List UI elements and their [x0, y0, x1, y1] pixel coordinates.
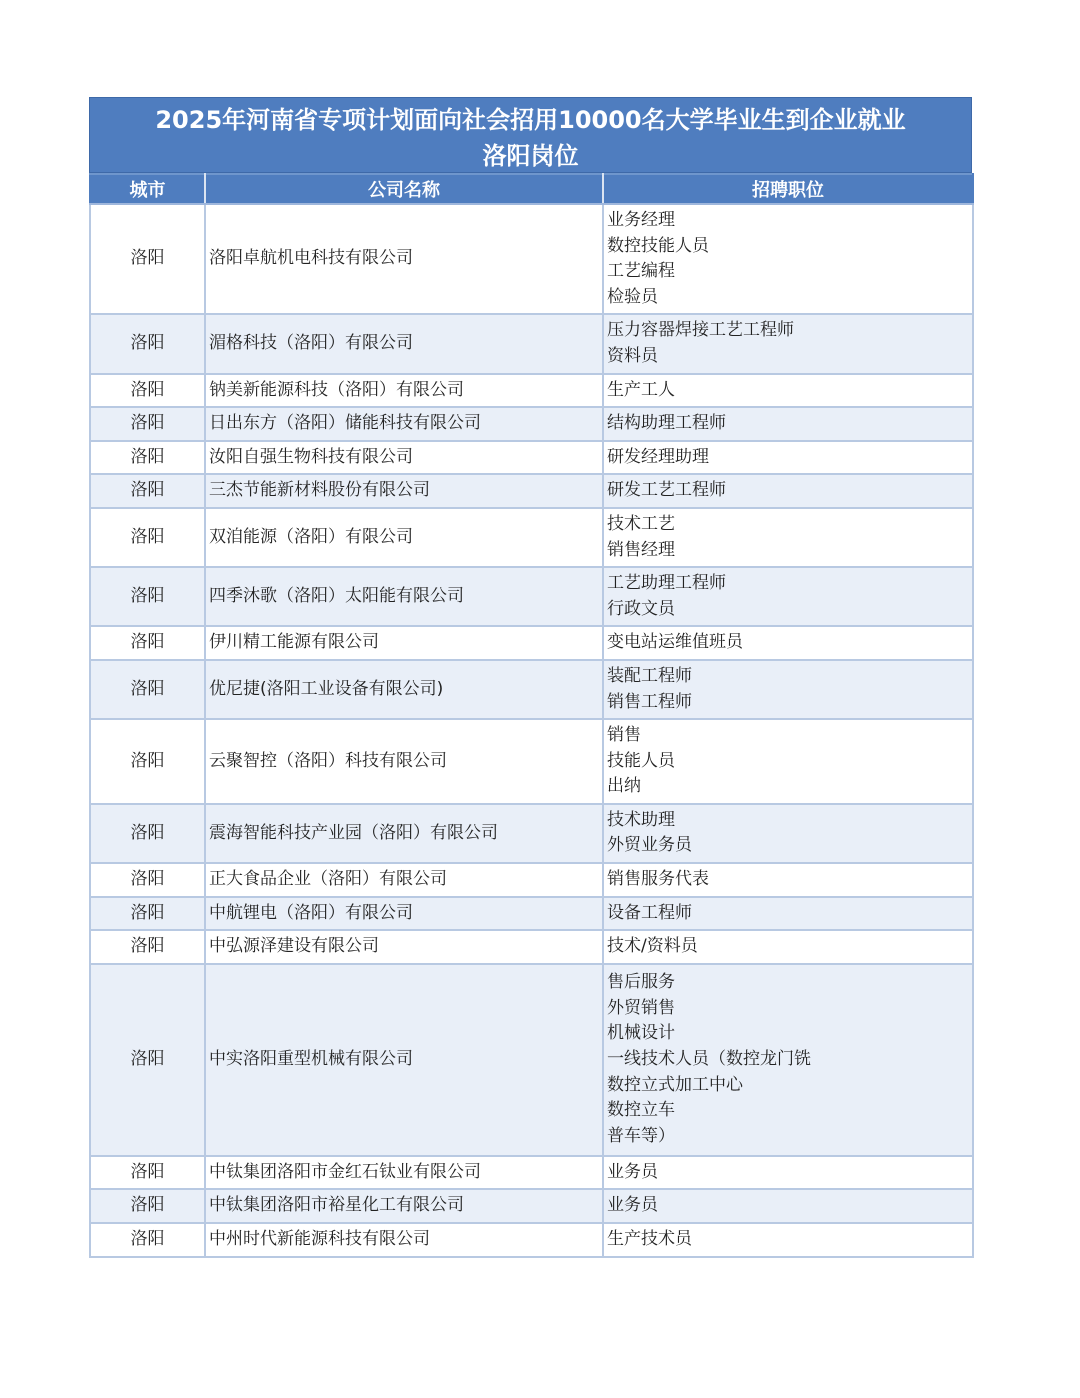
- cell-jobs: [603, 1189, 973, 1223]
- cell-jobs: [603, 204, 973, 314]
- header-city: 城市: [90, 174, 205, 204]
- cell-company: 中钛集团洛阳市裕星化工有限公司: [205, 1189, 603, 1223]
- cell-jobs: [603, 1156, 973, 1190]
- table-row: [90, 314, 973, 373]
- cell-jobs: [603, 964, 973, 1156]
- cell-company: 正大食品企业（洛阳）有限公司: [205, 863, 603, 897]
- job-table: [89, 173, 974, 1258]
- cell-company: 伊川精工能源有限公司: [205, 626, 603, 660]
- cell-city: 洛阳: [90, 719, 205, 804]
- cell-city: 洛阳: [90, 930, 205, 964]
- cell-city: 洛阳: [90, 407, 205, 441]
- table-body: [90, 204, 973, 1257]
- job-title: 数控立式加工中心: [607, 1074, 743, 1095]
- job-title: 机械设计: [607, 1023, 675, 1044]
- job-title: 销售经理: [607, 539, 675, 560]
- cell-company: 震海智能科技产业园（洛阳）有限公司: [205, 804, 603, 863]
- table-row: [90, 1189, 973, 1223]
- cell-jobs: [603, 897, 973, 931]
- cell-company: 钠美新能源科技（洛阳）有限公司: [205, 374, 603, 408]
- cell-company: 中州时代新能源科技有限公司: [205, 1223, 603, 1257]
- cell-company: 三杰节能新材料股份有限公司: [205, 474, 603, 508]
- cell-city: 洛阳: [90, 626, 205, 660]
- job-title: 销售服务代表: [607, 869, 709, 890]
- cell-city: 洛阳: [90, 863, 205, 897]
- job-title: 压力容器焊接工艺工程师: [607, 320, 794, 341]
- job-title: 结构助理工程师: [607, 413, 726, 434]
- table-row: [90, 204, 973, 314]
- cell-company: 中钛集团洛阳市金红石钛业有限公司: [205, 1156, 603, 1190]
- job-title: 数控技能人员: [607, 235, 709, 256]
- table-row: [90, 964, 973, 1156]
- job-title: 技术工艺: [607, 513, 675, 534]
- table-title-line-2: 洛阳岗位: [482, 142, 579, 170]
- job-title: 检验员: [607, 286, 658, 307]
- table-row: [90, 474, 973, 508]
- cell-jobs: [603, 314, 973, 373]
- job-title: 普车等）: [607, 1125, 675, 1146]
- cell-company: 四季沐歌（洛阳）太阳能有限公司: [205, 567, 603, 626]
- job-title: 售后服务: [607, 972, 675, 993]
- table-row: [90, 930, 973, 964]
- cell-company: 双洎能源（洛阳）有限公司: [205, 508, 603, 567]
- job-title: 外贸业务员: [607, 835, 692, 856]
- table-row: [90, 441, 973, 475]
- cell-company: 洛阳卓航机电科技有限公司: [205, 204, 603, 314]
- cell-city: 洛阳: [90, 660, 205, 719]
- job-title: 生产技术员: [607, 1229, 692, 1250]
- table-row: [90, 407, 973, 441]
- job-title: 技术/资料员: [607, 936, 698, 957]
- cell-jobs: [603, 474, 973, 508]
- table-row: [90, 1156, 973, 1190]
- cell-jobs: [603, 863, 973, 897]
- cell-jobs: [603, 407, 973, 441]
- cell-company: 中弘源泽建设有限公司: [205, 930, 603, 964]
- cell-city: 洛阳: [90, 964, 205, 1156]
- table-row: [90, 660, 973, 719]
- job-title: 生产工人: [607, 379, 675, 400]
- cell-company: 日出东方（洛阳）储能科技有限公司: [205, 407, 603, 441]
- cell-city: 洛阳: [90, 374, 205, 408]
- cell-city: 洛阳: [90, 508, 205, 567]
- table-header-row: [90, 174, 973, 204]
- job-title: 研发经理助理: [607, 446, 709, 467]
- cell-city: 洛阳: [90, 804, 205, 863]
- job-title: 销售工程师: [607, 691, 692, 712]
- job-title: 工艺编程: [607, 261, 675, 282]
- job-title: 业务员: [607, 1161, 658, 1182]
- cell-jobs: [603, 508, 973, 567]
- table-row: [90, 1223, 973, 1257]
- cell-jobs: [603, 567, 973, 626]
- cell-city: 洛阳: [90, 441, 205, 475]
- cell-jobs: [603, 441, 973, 475]
- cell-jobs: [603, 1223, 973, 1257]
- cell-company: 中航锂电（洛阳）有限公司: [205, 897, 603, 931]
- cell-city: 洛阳: [90, 314, 205, 373]
- job-table-sheet: [89, 97, 972, 1258]
- job-title: 资料员: [607, 345, 658, 366]
- header-company: 公司名称: [205, 174, 603, 204]
- job-title: 行政文员: [607, 598, 675, 619]
- table-row: [90, 567, 973, 626]
- table-row: [90, 508, 973, 567]
- cell-jobs: [603, 374, 973, 408]
- table-row: [90, 719, 973, 804]
- job-title: 技能人员: [607, 750, 675, 771]
- job-title: 业务经理: [607, 210, 675, 230]
- table-row: [90, 863, 973, 897]
- cell-city: 洛阳: [90, 474, 205, 508]
- cell-company: 汝阳自强生物科技有限公司: [205, 441, 603, 475]
- job-title: 设备工程师: [607, 902, 692, 923]
- table-title-banner: [89, 97, 972, 173]
- table-row: [90, 374, 973, 408]
- cell-city: 洛阳: [90, 897, 205, 931]
- cell-jobs: [603, 719, 973, 804]
- cell-jobs: [603, 930, 973, 964]
- job-title: 装配工程师: [607, 665, 692, 686]
- table-row: [90, 804, 973, 863]
- header-jobs: 招聘职位: [603, 174, 973, 204]
- cell-company: 湄格科技（洛阳）有限公司: [205, 314, 603, 373]
- cell-city: 洛阳: [90, 1223, 205, 1257]
- cell-city: 洛阳: [90, 204, 205, 314]
- table-title-line-1: 2025年河南省专项计划面向社会招用10000名大学毕业生到企业就业: [155, 106, 906, 134]
- job-title: 研发工艺工程师: [607, 480, 726, 501]
- job-title: 外贸销售: [607, 997, 675, 1018]
- cell-city: 洛阳: [90, 1189, 205, 1223]
- cell-city: 洛阳: [90, 567, 205, 626]
- job-title: 数控立车: [607, 1100, 675, 1121]
- cell-company: 云聚智控（洛阳）科技有限公司: [205, 719, 603, 804]
- table-row: [90, 626, 973, 660]
- job-title: 技术助理: [607, 809, 675, 830]
- cell-city: 洛阳: [90, 1156, 205, 1190]
- table-row: [90, 897, 973, 931]
- job-title: 变电站运维值班员: [607, 632, 743, 653]
- job-title: 销售: [607, 725, 641, 746]
- job-title: 出纳: [607, 776, 641, 797]
- cell-jobs: [603, 626, 973, 660]
- job-title: 业务员: [607, 1195, 658, 1216]
- job-title: 工艺助理工程师: [607, 573, 726, 594]
- job-title: 一线技术人员（数控龙门铣: [607, 1049, 811, 1070]
- cell-jobs: [603, 804, 973, 863]
- cell-company: 优尼捷(洛阳工业设备有限公司): [205, 660, 603, 719]
- cell-jobs: [603, 660, 973, 719]
- cell-company: 中实洛阳重型机械有限公司: [205, 964, 603, 1156]
